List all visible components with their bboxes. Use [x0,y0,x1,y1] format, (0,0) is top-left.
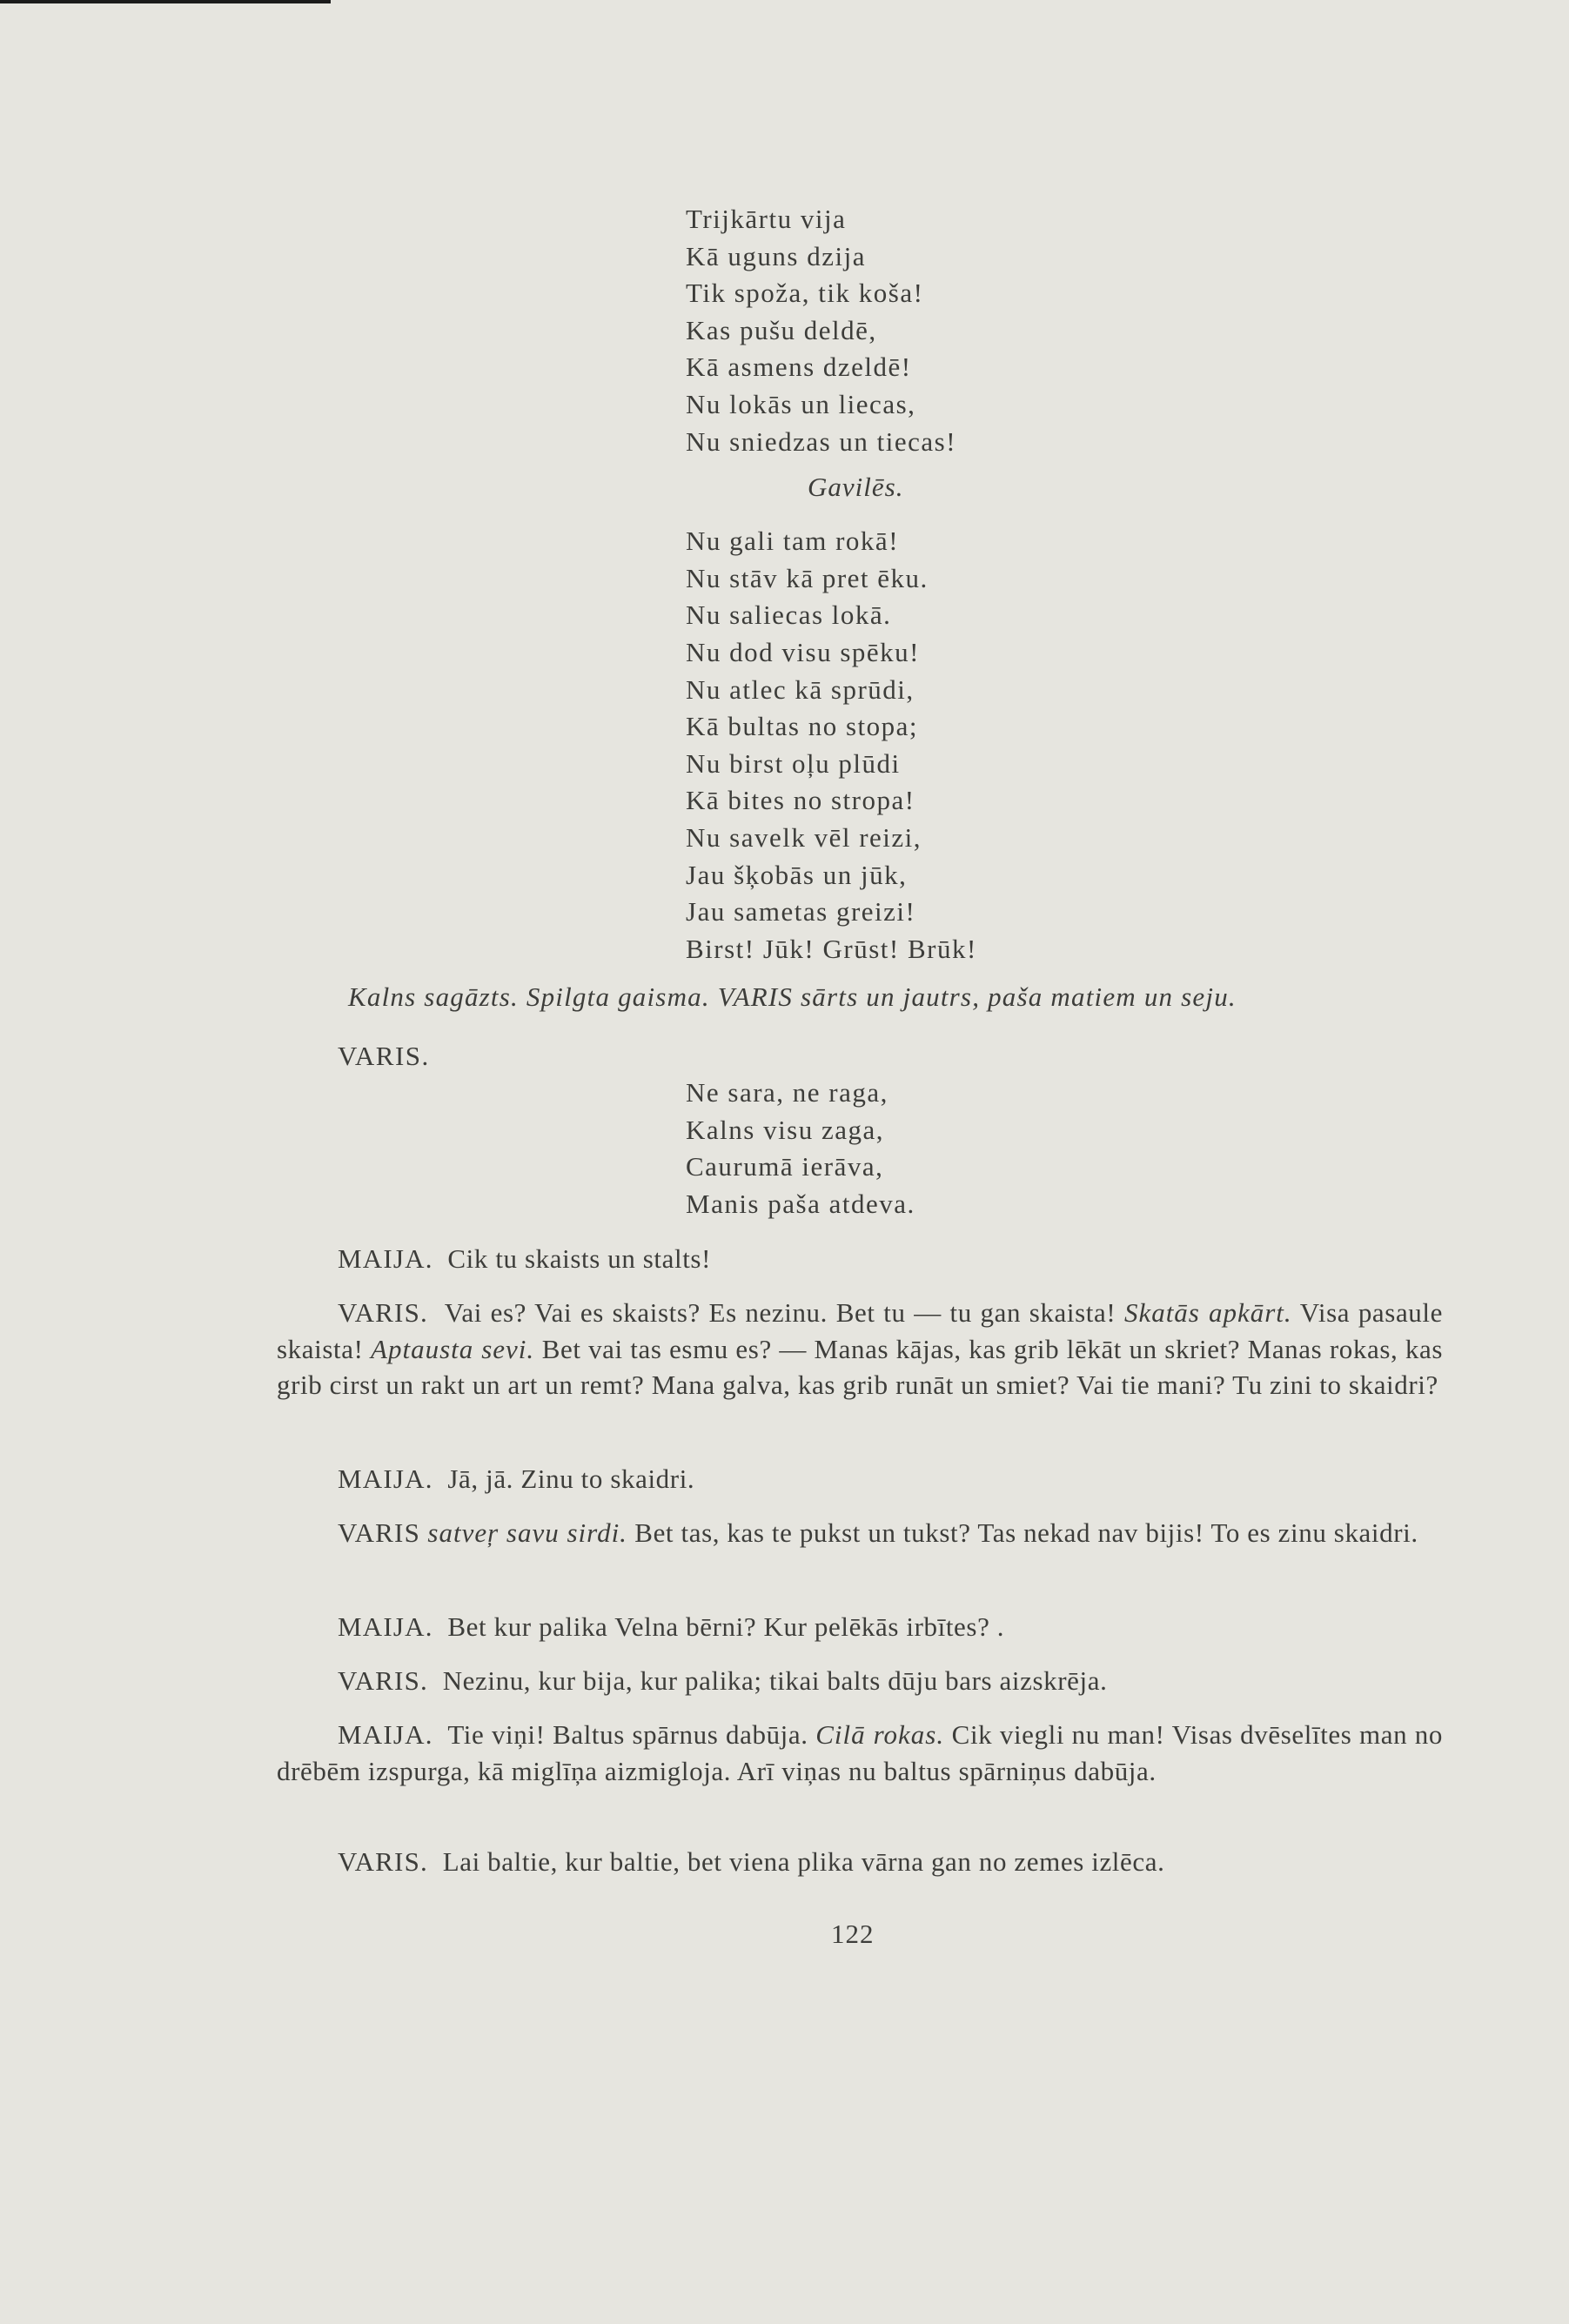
poem-line: Nu sniedzas un tiecas! [686,425,957,457]
speaker-label: VARIS [338,1517,421,1548]
poem-line: Nu dod visu spēku! [686,636,920,667]
poem-line: Nu savelk vēl reizi, [686,821,922,853]
poem-line: Trijkārtu vija [686,204,847,234]
dialogue-text: Visa pasaule skaista! [277,1297,1443,1364]
dialogue-paragraph [277,1663,1443,1699]
poem-line: Caurumā ierāva, [686,1151,884,1182]
poem-line: Manis paša atdeva. [686,1188,915,1219]
poem-line: Ne sara, ne raga, [686,1077,888,1108]
dialogue-text: Jā, jā. Zinu to skaidri. [447,1463,695,1494]
dialogue-paragraph [277,1717,1443,1789]
dialogue-paragraph [277,1241,1443,1277]
stage-direction-wide: Kalns sagāzts. Spilgta gaisma. VARIS sārts un jautrs, paša matiem un seju. [348,981,1237,1012]
dialogue-paragraph [277,1515,1443,1551]
varis-verse [686,1075,915,1222]
poem-line: Nu saliecas lokā. [686,599,892,631]
poem-line: Nu stāv kā pret ēku. [686,562,929,593]
stage-direction: satveŗ savu sirdi. [427,1517,627,1548]
dialogue-text: Cik viegli nu man! Visas dvēselītes man no drēbēm izspurga, kā miglīņa aizmigloja. Arī viņas nu baltus spārniņus dabūja. [277,1719,1443,1786]
dialogue-paragraph [277,1295,1443,1403]
speaker-label: MAIJA. [338,1463,433,1494]
speaker-label: MAIJA. [338,1719,433,1750]
speaker-label: VARIS. [338,1846,428,1877]
poem-line: Kalns visu zaga, [686,1114,885,1145]
dialogue-text: Bet vai tas esmu es? — Manas kājas, kas grib lēkāt un skriet? Manas rokas, kas grib cirst un rakt un art un remt? Mana galva, kas grib runāt un smiet? Vai tie mani? Tu zini to skaidri? [277,1333,1443,1400]
dialogue-paragraph [277,1844,1443,1880]
poem-line: Kas pušu deldē, [686,314,877,345]
poem-line: Kā bultas no stopa; [686,711,918,742]
stage-direction: Cilā rokas. [815,1719,945,1750]
poem-line: Kā uguns dzija [686,240,866,271]
stage-direction: Gavilēs. [808,472,904,503]
dialogue-text: Tie viņi! Baltus spārnus dabūja. [447,1719,808,1750]
dialogue-text: Cik tu skaists un stalts! [447,1243,712,1274]
speaker-label: VARIS. [338,1297,428,1328]
speaker-label: VARIS. [338,1665,428,1696]
page-number: 122 [831,1919,875,1949]
dialogue-text: Nezinu, kur bija, kur palika; tikai balts dūju bars aizskrēja. [442,1665,1108,1696]
dialogue-paragraph [277,1461,1443,1497]
poem-line: Tik spoža, tik koša! [686,278,924,309]
poem-line: Jau sametas greizi! [686,896,916,928]
poem-line: Nu lokās un liecas, [686,388,916,419]
poem-line: Nu atlec kā sprūdi, [686,673,915,705]
dialogue-text: Bet tas, kas te pukst un tukst? Tas nekad nav bijis! To es zinu skaidri. [634,1517,1418,1548]
speaker-label: MAIJA. [338,1611,433,1642]
poem-line: Kā asmens dzeldē! [686,352,912,383]
dialogue-text: Vai es? Vai es skaists? Es nezinu. Bet tu — tu gan skaista! [444,1297,1116,1328]
speaker-label: VARIS. [338,1041,430,1071]
dialogue-text: Bet kur palika Velna bērni? Kur pelēkās irbītes? . [447,1611,1005,1642]
poem-block [686,201,1295,968]
poem-line: Birst! Jūk! Grūst! Brūk! [686,933,977,964]
dialogue-paragraph [277,1609,1443,1645]
dialogue-text: Lai baltie, kur baltie, bet viena plika vārna gan no zemes izlēca. [442,1846,1165,1877]
poem-line: Jau šķobās un jūk, [686,859,908,890]
scan-edge-bar [0,0,331,3]
stage-direction: Skatās apkārt. [1123,1297,1292,1328]
stage-direction: Aptausta sevi. [371,1333,535,1364]
speaker-label: MAIJA. [338,1243,433,1274]
poem-line: Kā bites no stropa! [686,785,915,816]
poem-line: Nu birst oļu plūdi [686,747,901,779]
poem-line: Nu gali tam rokā! [686,526,900,557]
